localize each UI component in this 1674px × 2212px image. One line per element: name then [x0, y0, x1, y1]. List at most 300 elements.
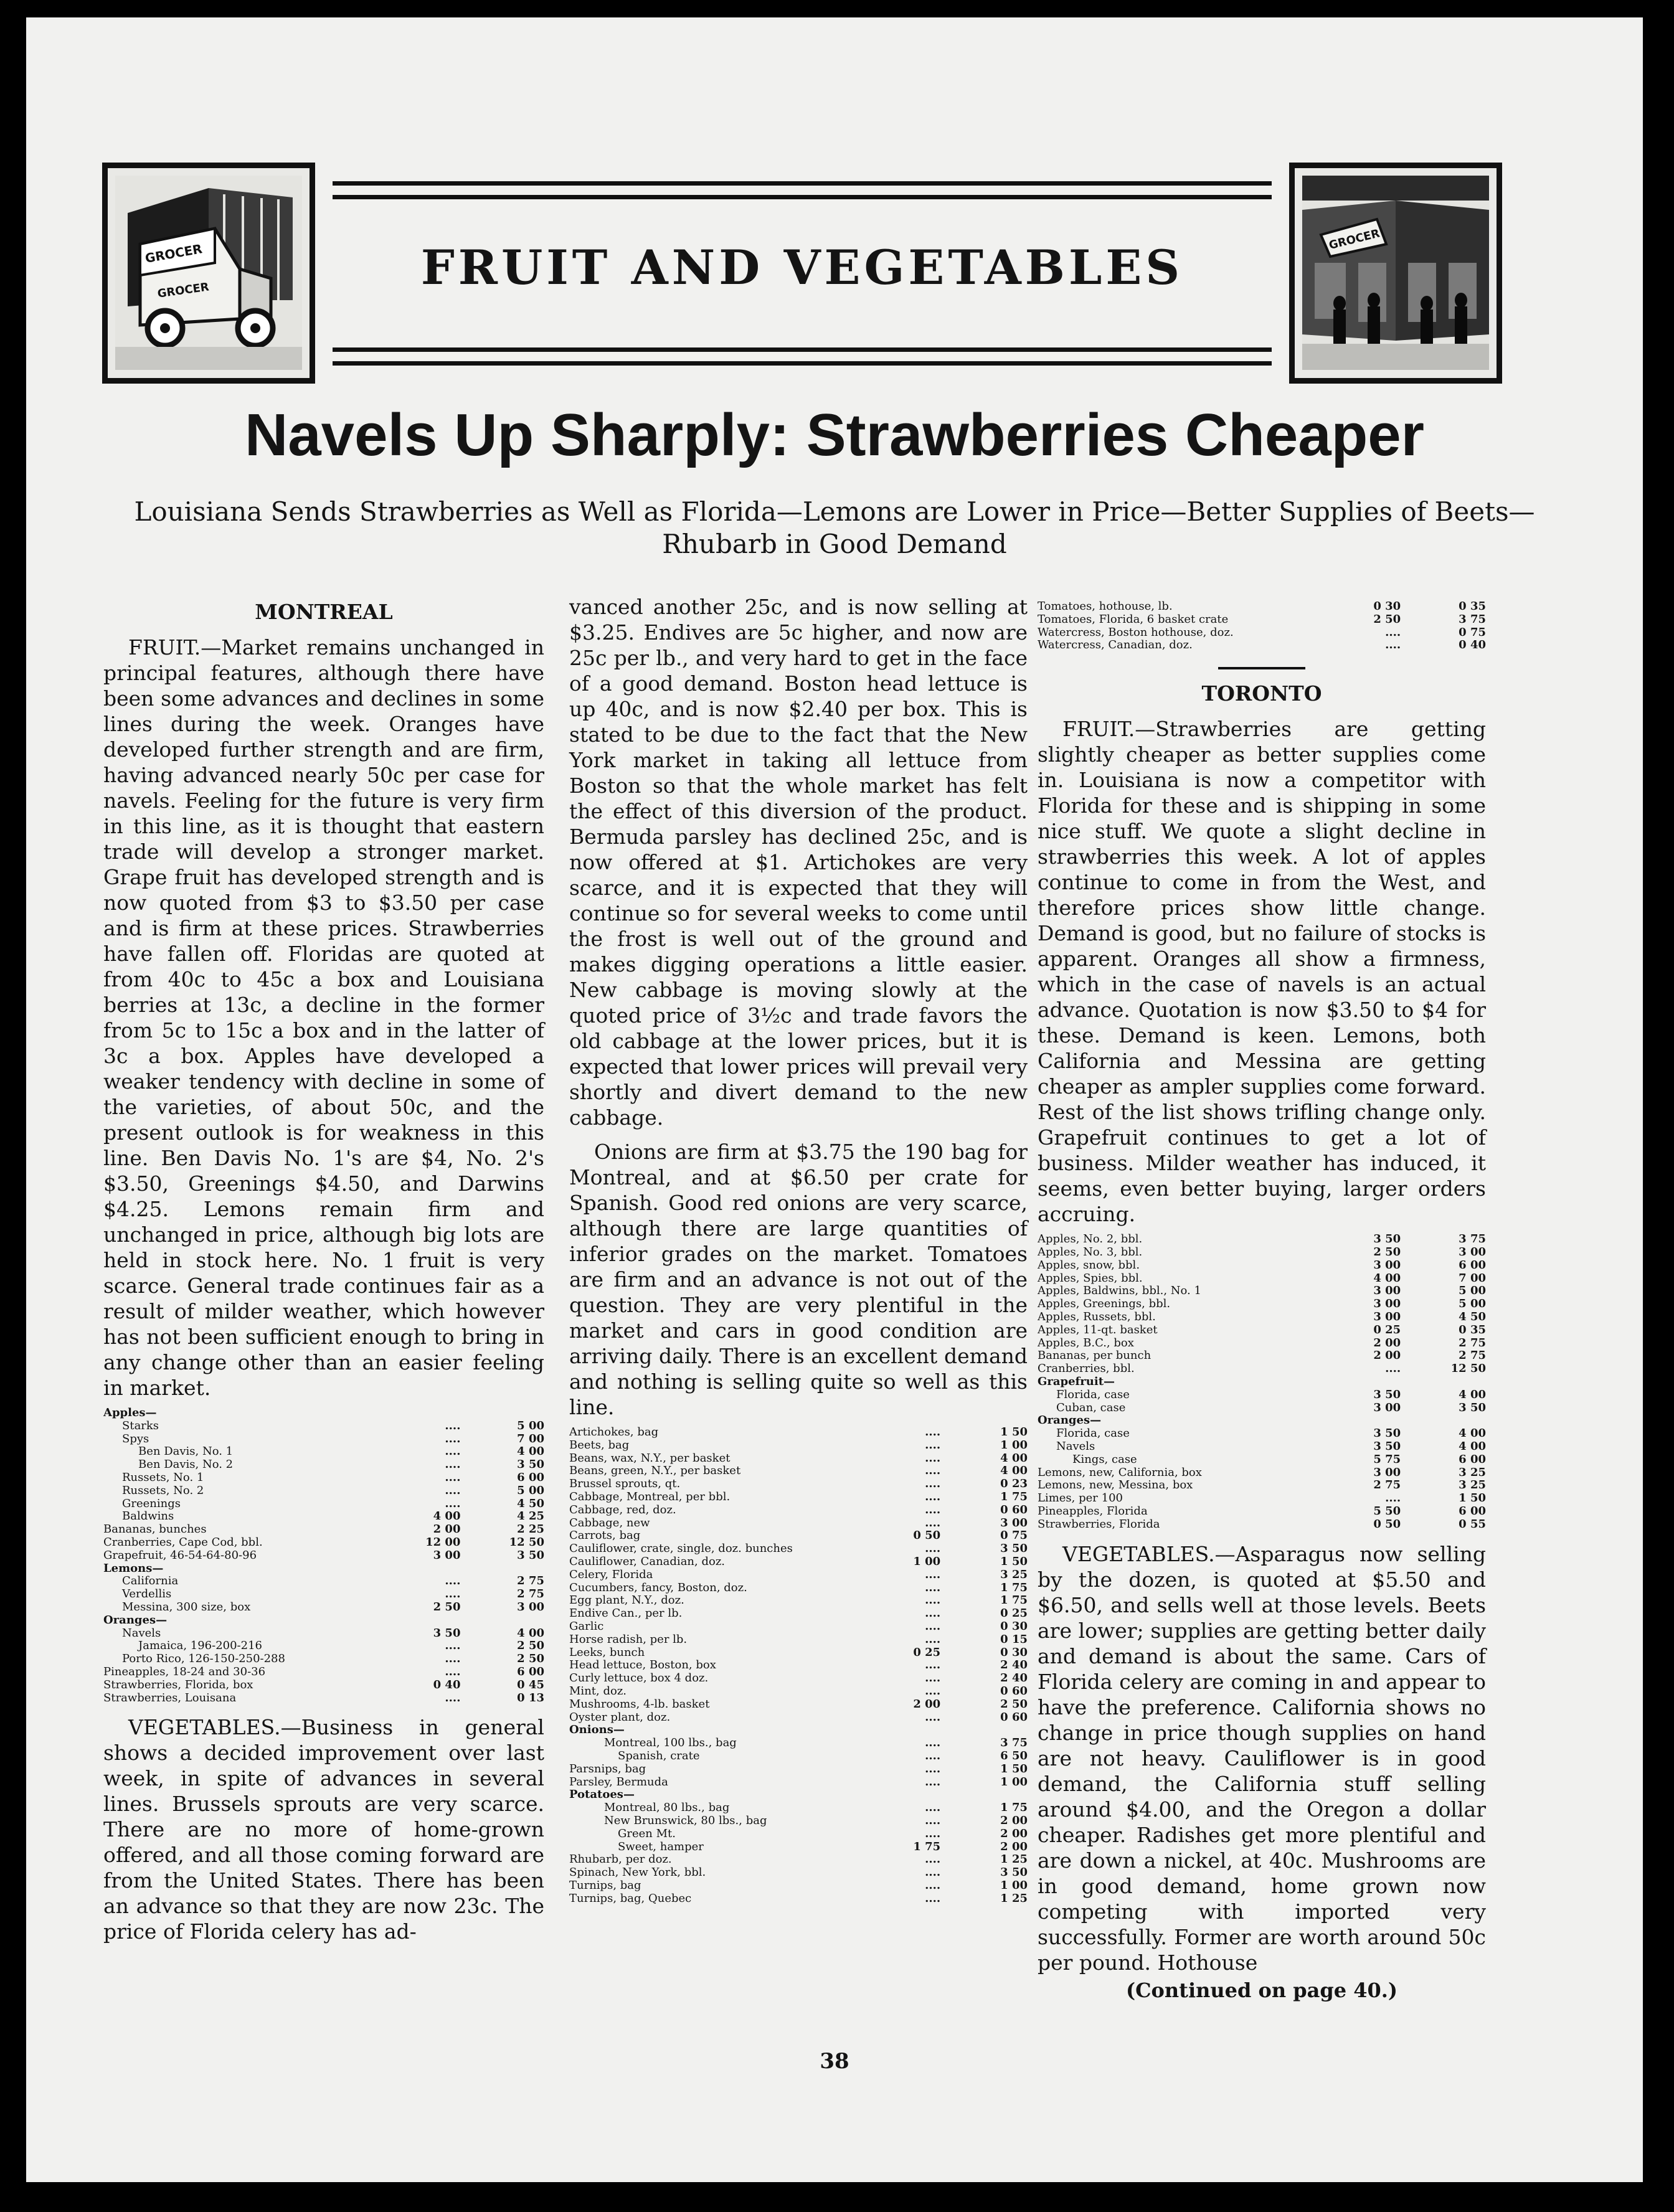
price-row — [1038, 1518, 1486, 1531]
price-low: 3 50 — [1373, 1427, 1401, 1440]
price-high: 0 30 — [1000, 1620, 1028, 1633]
price-item: Cauliflower, Canadian, doz. — [569, 1555, 726, 1568]
price-high: 1 50 — [1459, 1492, 1486, 1505]
price-row — [569, 1543, 1028, 1556]
price-low: .... — [925, 1711, 941, 1724]
price-item: Brussel sprouts, qt. — [569, 1478, 681, 1491]
price-row — [569, 1594, 1028, 1607]
price-row — [1038, 1492, 1486, 1505]
price-item: Watercress, Canadian, doz. — [1038, 639, 1193, 652]
price-low: .... — [445, 1691, 461, 1704]
price-high: 2 75 — [1459, 1349, 1486, 1363]
price-high — [1401, 1376, 1486, 1389]
price-row — [103, 1445, 544, 1458]
price-low: .... — [925, 1892, 941, 1905]
price-item: Strawberries, Louisana — [103, 1691, 237, 1704]
price-high: 3 00 — [1459, 1245, 1486, 1259]
price-item: Beans, green, N.Y., per basket — [569, 1465, 741, 1478]
price-item: Cabbage, new — [569, 1516, 650, 1529]
price-item: Pineapples, Florida — [1038, 1505, 1148, 1518]
price-low: .... — [445, 1653, 461, 1666]
price-low: .... — [925, 1478, 941, 1491]
price-item: Oranges— — [1038, 1414, 1102, 1427]
price-item: Cuban, case — [1056, 1401, 1126, 1414]
price-low: .... — [445, 1458, 461, 1472]
price-low: 1 75 — [913, 1840, 941, 1853]
price-low: .... — [925, 1490, 941, 1503]
price-row — [1038, 1389, 1486, 1402]
price-item: Kings, case — [1072, 1453, 1137, 1466]
subheadline: Louisiana Sends Strawberries as Well as Florida—Lemons are Lower in Price—Better Supplies of Beets—Rhubarb in Good Demand — [134, 496, 1535, 559]
price-row — [1038, 1440, 1486, 1453]
price-item: Apples, No. 2, bbl. — [1038, 1233, 1143, 1246]
price-low: 3 00 — [1373, 1401, 1401, 1414]
price-item: Apples— — [103, 1407, 157, 1419]
price-low: 5 75 — [1373, 1453, 1401, 1466]
price-row — [1038, 1467, 1486, 1480]
price-high: 7 00 — [517, 1432, 544, 1445]
price-item: Lemons— — [103, 1562, 164, 1575]
price-row — [569, 1607, 1028, 1620]
price-row — [569, 1815, 1028, 1828]
price-item: Egg plant, N.Y., doz. — [569, 1594, 684, 1607]
continued-note: (Continued on page 40.) — [1125, 1978, 1398, 2002]
price-low: 3 00 — [1373, 1310, 1401, 1323]
montreal-vegetables-continued: vanced another 25c, and is now selling at $3.25. Endives are 5c higher, and now are 25c per lb., and very hard to get in the face of a good demand. Boston head lettuce is up 40c, and is now $2.40 per box. This is stated to be due to the fact that the New York market in taking all lettuce from Boston so that the whole market has felt the effect of this diversion of the product. Bermuda parsley has declined 25c, and is now offered at $1. Artichokes are very scarce, and it is expected that they will continue so for several weeks to come until the frost is well out of the ground and makes digging operations a little easier. New cabbage is moving slowly at the quoted price of 3½c and trade favors the old cabbage at the lower prices, but it is expected that lower prices will prevail very shortly and divert demand to the new cabbage. — [569, 595, 1028, 1130]
price-high: 0 60 — [1000, 1685, 1028, 1698]
price-low — [853, 1789, 940, 1802]
price-low: 0 40 — [433, 1678, 461, 1691]
price-low: .... — [925, 1827, 941, 1840]
price-item: Lemons, new, California, box — [1038, 1466, 1202, 1479]
price-row — [569, 1659, 1028, 1672]
price-low: 2 00 — [913, 1698, 941, 1711]
price-item: Lemons, new, Messina, box — [1038, 1479, 1193, 1492]
price-low: .... — [445, 1665, 461, 1678]
price-low: .... — [925, 1775, 941, 1789]
price-high: 3 00 — [1000, 1516, 1028, 1529]
montreal-fruit-price-list — [103, 1407, 544, 1704]
price-low: .... — [925, 1503, 941, 1516]
price-row — [569, 1529, 1028, 1543]
price-low: .... — [925, 1633, 941, 1646]
price-high: 2 75 — [1459, 1336, 1486, 1349]
price-high: 2 25 — [517, 1523, 544, 1536]
price-low — [1315, 1414, 1401, 1427]
price-high: 1 75 — [1000, 1802, 1028, 1815]
price-high: 4 50 — [517, 1497, 544, 1510]
price-row — [103, 1472, 544, 1485]
price-low — [377, 1614, 461, 1627]
price-high: 3 75 — [1000, 1737, 1028, 1750]
toronto-fruit-price-list — [1038, 1233, 1486, 1531]
price-row — [569, 1582, 1028, 1595]
price-row — [1038, 1272, 1486, 1285]
price-row — [1038, 1453, 1486, 1467]
price-row — [103, 1510, 544, 1523]
price-low: .... — [925, 1620, 941, 1633]
price-low: .... — [925, 1672, 941, 1685]
price-high: 0 40 — [1459, 639, 1486, 652]
price-low: .... — [925, 1866, 941, 1879]
price-low: .... — [925, 1802, 941, 1815]
price-item: Strawberries, Florida, box — [103, 1678, 253, 1691]
price-row — [569, 1724, 1028, 1737]
price-low: 0 50 — [1373, 1518, 1401, 1531]
price-row — [103, 1536, 544, 1549]
montreal-onions-paragraph: Onions are firm at $3.75 the 190 bag for Montreal, and at $6.50 per crate for Spanish. Good red onions are very scarce, although there are large quantities of inferior grades on the market. Tomatoes are firm and an advance is not out of the question. They are very plentiful in the market and cars in good condition are arriving daily. There is an excellent demand and nothing is selling quite so well as this line. — [569, 1140, 1028, 1419]
price-high: 6 00 — [1459, 1505, 1486, 1518]
price-low: 0 25 — [913, 1646, 941, 1659]
price-item: Grapefruit, 46-54-64-80-96 — [103, 1549, 257, 1562]
price-item: Limes, per 100 — [1038, 1492, 1123, 1505]
price-low: .... — [445, 1588, 461, 1601]
price-row — [569, 1426, 1028, 1439]
price-high: 1 25 — [1000, 1892, 1028, 1905]
price-low: .... — [445, 1484, 461, 1497]
price-high: 1 25 — [1000, 1853, 1028, 1866]
price-row — [569, 1633, 1028, 1647]
price-row — [1038, 1298, 1486, 1311]
price-item: Florida, case — [1056, 1427, 1130, 1440]
montreal-heading: MONTREAL — [255, 600, 393, 624]
price-row — [103, 1575, 544, 1588]
montreal-vegetable-price-list — [569, 1426, 1028, 1905]
price-item: Celery, Florida — [569, 1568, 653, 1581]
price-high: 1 75 — [1000, 1490, 1028, 1503]
price-item: Ben Davis, No. 1 — [138, 1445, 234, 1458]
price-high: 4 00 — [1000, 1465, 1028, 1478]
price-row — [569, 1620, 1028, 1633]
price-high: 2 50 — [1000, 1698, 1028, 1711]
price-high: 3 00 — [517, 1600, 544, 1614]
price-item: Apples, snow, bbl. — [1038, 1259, 1140, 1272]
price-low: 12 00 — [425, 1536, 461, 1549]
price-row — [103, 1562, 544, 1576]
price-item: Cucumbers, fancy, Boston, doz. — [569, 1581, 747, 1594]
price-low: 2 50 — [433, 1600, 461, 1614]
price-high: 0 35 — [1459, 600, 1486, 613]
price-item: Grapefruit— — [1038, 1375, 1115, 1388]
price-high: 0 55 — [1459, 1518, 1486, 1531]
price-high: 3 50 — [1000, 1543, 1028, 1556]
price-high: 3 50 — [1459, 1401, 1486, 1414]
price-low: 3 50 — [433, 1627, 461, 1640]
price-high: 1 00 — [1000, 1439, 1028, 1452]
price-row — [569, 1841, 1028, 1854]
price-high: 6 00 — [517, 1665, 544, 1678]
price-row — [103, 1692, 544, 1705]
price-row — [1038, 1233, 1486, 1246]
price-row — [569, 1452, 1028, 1465]
price-low: .... — [925, 1749, 941, 1762]
price-item: Apples, No. 3, bbl. — [1038, 1245, 1143, 1259]
headline: Navels Up Sharply: Strawberries Cheaper — [244, 402, 1425, 468]
price-low — [377, 1407, 461, 1420]
price-item: Garlic — [569, 1620, 604, 1633]
price-high: 12 50 — [509, 1536, 544, 1549]
price-row — [1038, 1246, 1486, 1259]
price-row — [103, 1614, 544, 1627]
price-high: 4 00 — [517, 1627, 544, 1640]
price-item: Spanish, crate — [618, 1749, 700, 1762]
price-item: Head lettuce, Boston, box — [569, 1659, 716, 1672]
toronto-fruit-paragraph: FRUIT.—Strawberries are getting slightly cheaper as better supplies come in. Louisiana is now a competitor with Florida for these and is shipping in some nice stuff. We quote a slight decline in strawberries this week. A lot of apples continue to come in from the West, and therefore prices show little change. Demand is good, but no failure of stocks is apparent. Oranges all show a firmness, which in the case of navels is an actual advance. Quotation is now $3.50 to $4 for these. Demand is keen. Lemons, both California and Messina are getting cheaper as ampler supplies come forward. Rest of the list shows trifling change only. Grapefruit continues to get a lot of business. Milder weather has induced, it seems, even better buying, larger orders accruing. — [1038, 717, 1486, 1227]
price-high — [940, 1789, 1028, 1802]
price-high: 2 00 — [1000, 1840, 1028, 1853]
price-high: 0 25 — [1000, 1607, 1028, 1620]
price-item: Oyster plant, doz. — [569, 1711, 671, 1724]
price-high — [460, 1562, 544, 1576]
price-high: 5 00 — [1459, 1285, 1486, 1298]
price-item: Montreal, 80 lbs., bag — [604, 1802, 730, 1815]
price-low: 3 50 — [1373, 1440, 1401, 1453]
price-row — [569, 1750, 1028, 1763]
price-row — [1038, 639, 1486, 652]
price-high: 0 23 — [1000, 1478, 1028, 1491]
section-banner — [102, 163, 1502, 384]
price-high: 1 75 — [1000, 1581, 1028, 1594]
price-high: 1 50 — [1000, 1555, 1028, 1568]
price-item: Leeks, bunch — [569, 1646, 645, 1659]
price-low: .... — [1385, 639, 1401, 652]
price-low — [1315, 1376, 1401, 1389]
price-high: 4 50 — [1459, 1310, 1486, 1323]
price-row — [569, 1685, 1028, 1698]
price-item: Parsley, Bermuda — [569, 1775, 668, 1789]
price-low: 2 00 — [1373, 1336, 1401, 1349]
price-low: 0 25 — [1373, 1323, 1401, 1336]
price-row — [103, 1458, 544, 1472]
price-low: .... — [1385, 1363, 1401, 1376]
price-item: Potatoes— — [569, 1789, 635, 1802]
price-low: 0 50 — [913, 1529, 941, 1543]
price-high: 2 40 — [1000, 1659, 1028, 1672]
toronto-heading: TORONTO — [1201, 681, 1322, 706]
price-item: Apples, Spies, bbl. — [1038, 1272, 1143, 1285]
price-row — [569, 1802, 1028, 1815]
price-item: Horse radish, per lb. — [569, 1633, 688, 1646]
price-high: 0 60 — [1000, 1711, 1028, 1724]
price-item: Baldwins — [122, 1510, 174, 1523]
price-high: 0 30 — [1000, 1646, 1028, 1659]
price-high: 0 75 — [1000, 1529, 1028, 1543]
price-high: 4 25 — [517, 1510, 544, 1523]
price-high: 3 75 — [1459, 613, 1486, 626]
price-row — [1038, 1505, 1486, 1518]
price-item: Apples, Baldwins, bbl., No. 1 — [1038, 1285, 1201, 1298]
price-row — [103, 1601, 544, 1614]
price-high: 1 50 — [1000, 1426, 1028, 1439]
price-item: Cranberries, bbl. — [1038, 1363, 1135, 1376]
price-row — [103, 1640, 544, 1653]
price-item: Russets, No. 1 — [122, 1471, 204, 1484]
price-row — [1038, 1285, 1486, 1298]
price-high: 3 50 — [517, 1458, 544, 1472]
column-2 — [569, 594, 1028, 1915]
banner-rule-top-inner — [333, 195, 1272, 199]
price-item: Verdellis — [122, 1588, 172, 1601]
price-high: 2 50 — [517, 1653, 544, 1666]
price-high: 0 13 — [517, 1691, 544, 1704]
price-item: Starks — [122, 1419, 159, 1432]
price-row — [103, 1549, 544, 1562]
price-row — [569, 1478, 1028, 1491]
price-item: Cranberries, Cape Cod, bbl. — [103, 1536, 263, 1549]
price-row — [1038, 600, 1486, 613]
price-low: .... — [925, 1465, 941, 1478]
price-high: 2 75 — [517, 1575, 544, 1588]
price-row — [569, 1465, 1028, 1478]
price-low: .... — [925, 1516, 941, 1529]
price-high: 0 15 — [1000, 1633, 1028, 1646]
price-low: .... — [925, 1568, 941, 1581]
price-high: 3 25 — [1459, 1479, 1486, 1492]
price-row — [569, 1711, 1028, 1724]
price-high: 6 00 — [517, 1471, 544, 1484]
price-item: Mushrooms, 4-lb. basket — [569, 1698, 710, 1711]
price-high — [1401, 1414, 1486, 1427]
price-item: Spys — [122, 1432, 149, 1445]
price-row — [103, 1407, 544, 1420]
price-high — [460, 1407, 544, 1420]
price-item: Bananas, per bunch — [1038, 1349, 1151, 1363]
price-row — [103, 1666, 544, 1679]
price-row — [569, 1569, 1028, 1582]
price-row — [569, 1647, 1028, 1660]
price-row — [569, 1789, 1028, 1802]
price-high: 3 75 — [1459, 1233, 1486, 1246]
price-row — [569, 1763, 1028, 1776]
price-high: 4 00 — [517, 1445, 544, 1458]
price-low: 3 50 — [1373, 1388, 1401, 1401]
montreal-tomato-price-list — [1038, 600, 1486, 652]
price-high: 3 25 — [1000, 1568, 1028, 1581]
price-row — [1038, 613, 1486, 626]
banner-rule-bottom — [333, 361, 1272, 366]
price-low: 3 00 — [1373, 1259, 1401, 1272]
montreal-fruit-paragraph: FRUIT.—Market remains unchanged in principal features, although there have been some advances and declines in some lines during the week. Oranges have developed further strength and are firm, having advanced nearly 50c per case for navels. Feeling for the future is very firm in this line, as it is thought that eastern trade will develop a stronger market. Grape fruit has developed strength and is now quoted from $3 to $3.50 per case and is firm at these prices. Strawberries have fallen off. Floridas are quoted at from 40c to 45c a box and Louisiana berries at 13c, a decline in the former from 5c to 15c a box and in the latter of 3c a box. Apples have developed a weaker tendency with decline in some of the varieties, of about 50c, and the present outlook is for weakness in this line. Ben Davis No. 1's are $4, No. 2's $3.50, Greenings $4.50, and Darwins $4.25. Lemons remain firm and unchanged in price, although big lots are held in stock here. No. 1 fruit is very scarce. General trade continues fair as a result of milder weather, which however has not been sufficient enough to bring in any change other than an easier feeling in market. — [103, 635, 544, 1400]
price-low: 5 50 — [1373, 1505, 1401, 1518]
price-low: .... — [445, 1575, 461, 1588]
price-low: 2 50 — [1373, 1245, 1401, 1259]
price-low: .... — [925, 1762, 941, 1775]
price-row — [103, 1485, 544, 1498]
price-item: Bananas, bunches — [103, 1523, 207, 1536]
price-low: .... — [925, 1426, 941, 1439]
price-row — [569, 1672, 1028, 1685]
price-item: Onions— — [569, 1724, 625, 1737]
price-item: Parsnips, bag — [569, 1762, 646, 1775]
column-1 — [103, 594, 544, 1944]
price-item: Apples, Russets, bbl. — [1038, 1310, 1156, 1323]
price-row — [569, 1556, 1028, 1569]
price-low: 3 00 — [1373, 1466, 1401, 1479]
section-title: FRUIT AND VEGETABLES — [420, 240, 1184, 295]
price-high: 0 35 — [1459, 1323, 1486, 1336]
price-low: 2 75 — [1373, 1479, 1401, 1492]
price-low: .... — [925, 1581, 941, 1594]
price-low: .... — [925, 1659, 941, 1672]
price-high — [460, 1614, 544, 1627]
price-item: Jamaica, 196-200-216 — [138, 1640, 262, 1653]
price-row — [569, 1439, 1028, 1452]
price-low: .... — [925, 1607, 941, 1620]
grocer-truck-illustration — [102, 163, 315, 384]
price-low: .... — [1385, 626, 1401, 639]
price-low: .... — [925, 1737, 941, 1750]
price-row — [569, 1776, 1028, 1789]
price-row — [1038, 1259, 1486, 1272]
price-row — [569, 1866, 1028, 1879]
price-high: 0 60 — [1000, 1503, 1028, 1516]
price-row — [569, 1698, 1028, 1711]
price-item: Tomatoes, Florida, 6 basket crate — [1038, 613, 1229, 626]
price-item: Cabbage, Montreal, per bbl. — [569, 1490, 731, 1503]
truck-sign-text-2: GROCER — [156, 280, 210, 301]
price-low: .... — [445, 1471, 461, 1484]
price-item: Rhubarb, per doz. — [569, 1853, 672, 1866]
price-low: 3 00 — [1373, 1285, 1401, 1298]
price-low: 4 00 — [433, 1510, 461, 1523]
price-high: 2 40 — [1000, 1672, 1028, 1685]
banner-title-frame — [333, 181, 1272, 366]
price-high: 4 00 — [1000, 1452, 1028, 1465]
price-item: Apples, 11-qt. basket — [1038, 1323, 1158, 1336]
price-high: 4 00 — [1459, 1440, 1486, 1453]
price-row — [569, 1853, 1028, 1866]
price-low: 3 50 — [1373, 1233, 1401, 1246]
price-low: .... — [925, 1439, 941, 1452]
price-item: Spinach, New York, bbl. — [569, 1866, 706, 1879]
price-high: 6 00 — [1459, 1259, 1486, 1272]
price-item: Ben Davis, No. 2 — [138, 1458, 234, 1472]
price-item: Tomatoes, hothouse, lb. — [1038, 600, 1173, 613]
grocer-storefront-illustration — [1289, 163, 1502, 384]
price-item: Pineapples, 18-24 and 30-36 — [103, 1665, 266, 1678]
price-low: .... — [445, 1432, 461, 1445]
price-row — [569, 1737, 1028, 1750]
price-low: 1 00 — [913, 1555, 941, 1568]
price-row — [1038, 1311, 1486, 1324]
price-item: Russets, No. 2 — [122, 1484, 204, 1497]
price-low: .... — [925, 1452, 941, 1465]
price-low: 3 00 — [433, 1549, 461, 1562]
price-row — [1038, 1479, 1486, 1492]
price-high: 4 00 — [1459, 1427, 1486, 1440]
price-high: 0 45 — [517, 1678, 544, 1691]
price-item: Navels — [122, 1627, 161, 1640]
price-row — [569, 1879, 1028, 1893]
price-item: Messina, 300 size, box — [122, 1600, 251, 1614]
price-high: 6 00 — [1459, 1453, 1486, 1466]
price-low: .... — [925, 1814, 941, 1827]
price-item: Porto Rico, 126-150-250-288 — [122, 1653, 285, 1666]
price-row — [1038, 1324, 1486, 1337]
price-low — [377, 1562, 461, 1576]
price-low: .... — [445, 1640, 461, 1653]
price-row — [569, 1828, 1028, 1841]
price-low: 2 50 — [1373, 613, 1401, 626]
price-row — [103, 1588, 544, 1601]
price-item: Florida, case — [1056, 1388, 1130, 1401]
price-low: .... — [445, 1445, 461, 1458]
price-high: 4 00 — [1459, 1388, 1486, 1401]
price-row — [1038, 1337, 1486, 1350]
price-high: 5 00 — [1459, 1298, 1486, 1311]
price-low: 2 00 — [433, 1523, 461, 1536]
price-item: Green Mt. — [618, 1827, 676, 1840]
